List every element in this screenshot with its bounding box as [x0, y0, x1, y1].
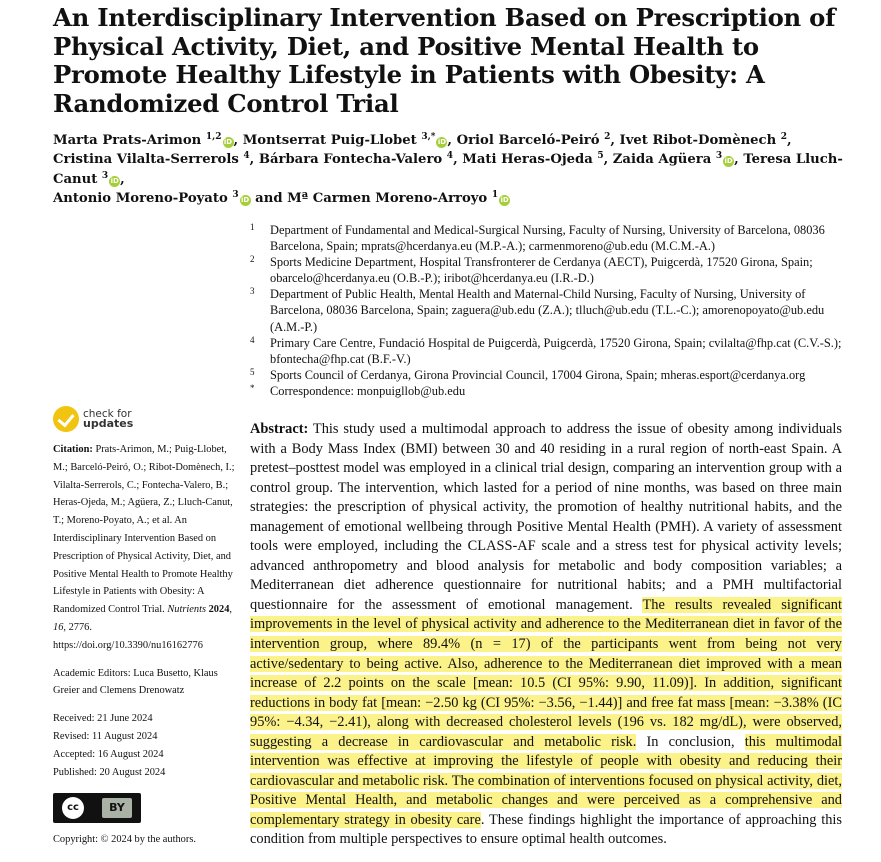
- author-name[interactable]: Ivet Ribot-Domènech: [619, 133, 777, 148]
- abstract-label: Abstract:: [250, 421, 309, 437]
- author-separator: ,: [120, 171, 125, 187]
- citation: Citation: Prats-Arimon, M.; Puig-Llobet, M.; Barceló-Peiró, O.; Ribot-Domènech, I.; Vilalta-Serrerols, C.; Fontecha-Valero, B.; Heras-Ojeda, M.; Agüera, Z.; Lluch-Canut, T.; Moreno-Poyato, A.; et al. An Interdisciplinary Intervention Based on Prescription of Physical Activity, Diet, and Positive Mental Health to Promote Healthy Lifestyle in Patients with Obesity: A Randomized Control Trial. Nutrients 2024, 16, 2776. https://doi.org/10.3390/nu16162776: [53, 444, 235, 651]
- affiliation-text: Department of Public Health, Mental Health and Maternal-Child Nursing, Faculty of Nursing, University of Barcelona, 08036 Barcelona, Spain; zaguera@ub.edu (Z.A.); tlluch@ub.edu (T.L.-C.); amorenopoyato@ub.edu (A.M.-P.): [270, 287, 825, 334]
- author-affiliation-sup: 5: [597, 151, 604, 162]
- author-affiliation-sup: 3: [101, 170, 109, 181]
- orcid-icon[interactable]: iD: [437, 138, 447, 146]
- author-separator: ,: [453, 152, 463, 168]
- author-separator: ,: [249, 152, 259, 168]
- author-affiliation-sup: 3: [232, 190, 239, 201]
- affiliation-number: 2: [250, 254, 255, 265]
- affiliation-item: [250, 367, 850, 383]
- author-name[interactable]: Mati Heras-Ojeda: [462, 152, 593, 168]
- paper-title: An Interdisciplinary Intervention Based on Prescription of Physical Activity, Diet, and Positive Mental Health to Promote Healthy Lifestyle in Patients with Obesity: A Randomized Control Trial: [53, 3, 836, 118]
- citation-journal: Nutrients: [167, 604, 206, 616]
- orcid-icon[interactable]: iD: [240, 196, 250, 205]
- author-name[interactable]: Cristina Vilalta-Serrerols: [53, 152, 239, 168]
- author-name[interactable]: Oriol Barceló-Peiró: [456, 133, 600, 148]
- author-affiliation-sup: 4: [446, 151, 454, 162]
- sidebar: [53, 405, 243, 849]
- cc-by-license-badge[interactable]: [53, 793, 141, 823]
- cc-icon: cc: [62, 797, 84, 819]
- affiliation-number: 4: [250, 334, 255, 345]
- affiliation-number: 3: [250, 286, 255, 297]
- check-updates-line1: check for: [83, 408, 132, 420]
- citation-volume: 16: [53, 621, 64, 633]
- author-separator: ,: [787, 133, 792, 148]
- author-name[interactable]: Montserrat Puig-Llobet: [242, 133, 417, 148]
- author-name[interactable]: Bárbara Fontecha-Valero: [258, 152, 443, 168]
- affiliation-text: Correspondence: monpuigllob@ub.edu: [270, 383, 466, 398]
- highlighted-text: this multimodal intervention was effective at improving the lifestyle of people with obesity and reducing their cardiovascular and metabolic risk. The combination of interventions focused on physical activity, diet, Positive Mental Health, and metabolic changes and were perceived as a comprehensive and complementary strategy in obesity care: [250, 733, 842, 828]
- affiliation-item: [250, 286, 850, 334]
- author-name[interactable]: Mª Carmen Moreno-Arroyo: [287, 191, 488, 207]
- abstract: [250, 420, 842, 850]
- citation-year: 2024: [208, 604, 230, 616]
- affiliation-item: [250, 383, 850, 399]
- author-affiliation-sup: 1: [491, 190, 499, 201]
- orcid-icon[interactable]: iD: [110, 176, 119, 185]
- author-affiliation-sup: 2: [780, 132, 788, 142]
- affiliation-item: [250, 335, 850, 367]
- date-revised: Revised: 11 August 2024: [53, 730, 158, 742]
- affiliation-text: Sports Council of Cerdanya, Girona Provincial Council, 17004 Girona, Spain; mheras.esport@cerdanya.org: [270, 367, 806, 382]
- author-name[interactable]: Zaida Agüera: [612, 152, 712, 168]
- author-list: [53, 131, 868, 209]
- date-published: Published: 20 August 2024: [53, 766, 166, 778]
- date-accepted: Accepted: 16 August 2024: [53, 748, 164, 760]
- orcid-icon[interactable]: iD: [500, 196, 509, 205]
- affiliation-text: Department of Fundamental and Medical-Surgical Nursing, Faculty of Nursing, University of Barcelona, 08036 Barcelona, Spain; mprats@hcerdanya.eu (M.P.-A.); carmenmoreno@ub.edu (M.C.M.-A.): [270, 223, 825, 254]
- affiliation-text: Primary Care Centre, Fundació Hospital de Puigcerdà, Puigcerdà, 17520 Girona, Spain; cvilalta@fhp.cat (C.V.-S.); bfontecha@fhp.cat (B.F.-V.): [270, 335, 842, 366]
- author-separator: and: [250, 191, 288, 207]
- author-name[interactable]: Marta Prats-Arimon: [53, 133, 202, 148]
- citation-text: Prats-Arimon, M.; Puig-Llobet, M.; Barceló-Peiró, O.; Ribot-Domènech, I.; Vilalta-Serrerols, C.; Fontecha-Valero, B.; Heras-Ojeda, M.; Agüera, Z.; Lluch-Canut, T.; Moreno-Poyato, A.; et al. An Interdisciplinary Intervention Based on Prescription of Physical Activity, Diet, and Positive Mental Health to Promote Healthy Lifestyle in Patients with Obesity: A Randomized Control Trial.: [53, 444, 235, 616]
- author-separator: ,: [603, 152, 613, 168]
- affiliations: [250, 222, 850, 399]
- check-for-updates-badge[interactable]: [53, 405, 243, 433]
- author-affiliation-sup: 3,*: [421, 132, 436, 142]
- author-affiliation-sup: 2: [604, 132, 611, 142]
- affiliation-item: [250, 254, 850, 286]
- affiliation-number: 1: [250, 222, 255, 232]
- abstract-text: . These findings highlight the importance of approaching this condition from multiple perspectives to ensure optimal health outcomes.: [250, 811, 842, 848]
- author-name[interactable]: Antonio Moreno-Poyato: [53, 191, 228, 207]
- by-label: BY: [102, 798, 132, 818]
- author-separator: ,: [734, 152, 744, 168]
- highlighted-text: The results revealed significant improvements in the level of physical activity and adherence to the Mediterranean diet in favor of the intervention group, where 89.4% (n = 17) of the participants went from being not very active/sedentary to being active. Also, adherence to the Mediterranean diet improved with a mean increase of 2.2 points on the scale [mean: 10.5 (CI 95%: 9.90, 11.09)]. In addition, significant reductions in body fat [mean: −2.50 kg (CI 95%: −3.56, −1.44)] and free fat mass [mean: −3.38% (IC 95%: −4.34, −2.41), along with decreased cholesterol levels (196 vs. 182 mg/dL), were observed, suggesting a decrease in cardiovascular and metabolic risk.: [250, 596, 842, 750]
- affiliation-number: 5: [250, 366, 255, 377]
- affiliation-number: *: [250, 382, 255, 393]
- copyright: Copyright: © 2024 by the authors.: [53, 834, 196, 846]
- doi-link[interactable]: https://doi.org/10.3390/nu16162776: [53, 639, 203, 651]
- citation-label: Citation:: [53, 444, 93, 455]
- orcid-icon[interactable]: iD: [724, 157, 733, 166]
- affiliation-text: Sports Medicine Department, Hospital Transfronterer de Cerdanya (AECT), Puigcerdà, 17520 Girona, Spain; obarcelo@hcerdanya.eu (O.B.-P.); iribot@hcerdanya.eu (I.R.-D.): [270, 255, 813, 286]
- check-icon: [53, 406, 79, 432]
- dates: [53, 710, 243, 781]
- citation-pages: 2776.: [68, 621, 92, 633]
- author-separator: ,: [447, 133, 457, 148]
- author-separator: ,: [610, 133, 620, 148]
- orcid-icon[interactable]: iD: [223, 138, 233, 146]
- author-name[interactable]: Teresa Lluch-Canut: [53, 152, 843, 187]
- author-separator: ,: [233, 133, 243, 148]
- abstract-text: In conclusion,: [636, 733, 745, 750]
- check-updates-line2: updates: [83, 417, 134, 430]
- author-affiliation-sup: 4: [243, 151, 250, 162]
- affiliation-item: [250, 222, 850, 254]
- abstract-text: This study used a multimodal approach to address the issue of obesity among individuals with a Body Mass Index (BMI) between 30 and 40 residing in a rural region of north-east Spain. A pretest–posttest model was employed in a clinical trial design, comparing an intervention group with a control group. The intervention, which lasted for a period of nine months, was based on three main strategies: the prescription of physical activity, the promotion of healthy nutritional habits, and the management of emotional wellbeing through Positive Mental Health (PMH). A variety of assessment tools were employed, including the CLASS-AF scale and a stress test for physical activity levels; advanced anthropometry and blood analysis for metabolic and body composition variables; a Mediterranean diet adherence questionnaire for nutritional habits; and a PMH multifactorial questionnaire for the assessment of emotional management.: [250, 421, 842, 613]
- author-affiliation-sup: 3: [715, 151, 723, 162]
- academic-editors: Academic Editors: Luca Busetto, Klaus Greier and Clemens Drenowatz: [53, 667, 218, 697]
- date-received: Received: 21 June 2024: [53, 713, 153, 725]
- author-affiliation-sup: 1,2: [205, 132, 222, 142]
